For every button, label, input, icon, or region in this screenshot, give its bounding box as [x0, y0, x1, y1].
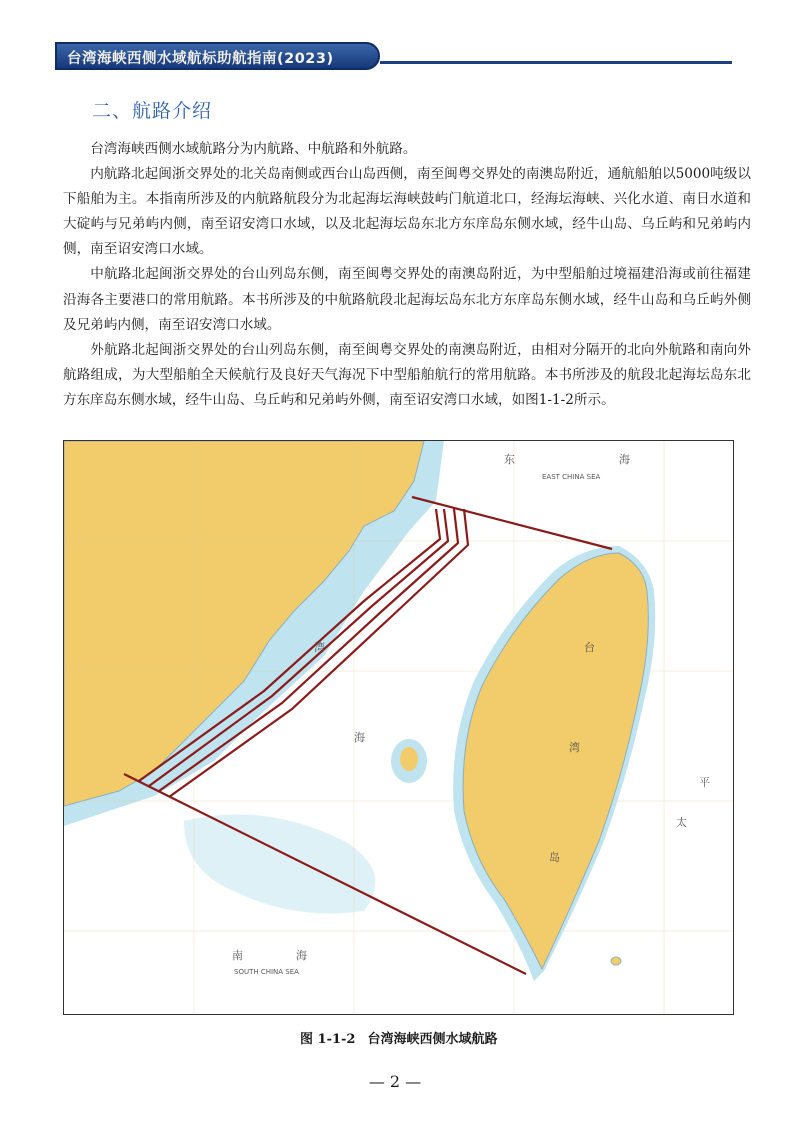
- map-label-south-2: 海: [296, 949, 307, 962]
- map-label-pacific-1: 太: [676, 816, 687, 829]
- small-island: [611, 957, 621, 965]
- route-map-figure: [63, 440, 734, 1015]
- map-label-east-sea: 海: [619, 453, 630, 466]
- map-label-south-china-sea: SOUTH CHINA SEA: [234, 968, 299, 976]
- paragraph: 台湾海峡西侧水域航路分为内航路、中航路和外航路。: [90, 141, 417, 157]
- running-header-title: 台湾海峡西侧水域航标助航指南(2023): [67, 51, 334, 67]
- map-label-east-china-sea: EAST CHINA SEA: [542, 473, 601, 481]
- figure-caption: [300, 1028, 497, 1047]
- header-rule: [380, 61, 732, 64]
- figure-number: 图 1-1-2: [300, 1032, 356, 1047]
- body-text: [63, 137, 751, 413]
- page-number: — 2 —: [368, 1072, 422, 1091]
- map-label-south-1: 南: [232, 949, 243, 962]
- paragraph: 中航路北起闽浙交界处的台山列岛东侧，南至闽粤交界处的南澳岛附近，为中型船舶过境福建沿海或前往福建沿海各主要港口的常用航路。本书所涉及的中航路航段北起海坛岛东北方东庠岛东侧水域，经牛山岛和乌丘屿外侧及兄弟屿内侧，南至诏安湾口水域。: [63, 266, 751, 333]
- map-label-strait-2: 海: [354, 731, 365, 744]
- map-label-east: 东: [504, 453, 515, 466]
- section-title: 二、航路介绍: [92, 100, 213, 122]
- route-map: [64, 441, 733, 1014]
- running-header: [55, 42, 380, 70]
- paragraph: 外航路北起闽浙交界处的台山列岛东侧，南至闽粤交界处的南澳岛附近，由相对分隔开的北向外航路和南向外航路组成，为大型船舶全天候航行及良好天气海况下中型船舶航行的常用航路。本书所涉及的航段北起海坛岛东北方东庠岛东侧水域，经牛山岛、乌丘屿和兄弟屿外侧，南至诏安湾口水域，如图1-1-2所示。: [63, 341, 751, 408]
- map-label-taiwan-3: 岛: [549, 851, 560, 864]
- map-label-taiwan-2: 湾: [569, 741, 580, 754]
- penghu-islands: [400, 747, 418, 771]
- map-label-taiwan-1: 台: [584, 641, 595, 654]
- paragraph: 内航路北起闽浙交界处的北关岛南侧或西台山岛西侧，南至闽粤交界处的南澳岛附近，通航船舶以5000吨级以下船舶为主。本指南所涉及的内航路航段分为北起海坛海峡鼓屿门航道北口，经海坛海峡、兴化水道、南日水道和大碇屿与兄弟屿内侧，南至诏安湾口水域，以及北起海坛岛东北方东庠岛东侧水域，经牛山岛、乌丘屿和兄弟屿内侧，南至诏安湾口水域。: [63, 166, 751, 258]
- map-label-strait-1: 湾: [314, 641, 325, 654]
- figure-caption-text: 台湾海峡西侧水域航路: [367, 1032, 498, 1047]
- map-label-pacific-2: 平: [699, 776, 710, 789]
